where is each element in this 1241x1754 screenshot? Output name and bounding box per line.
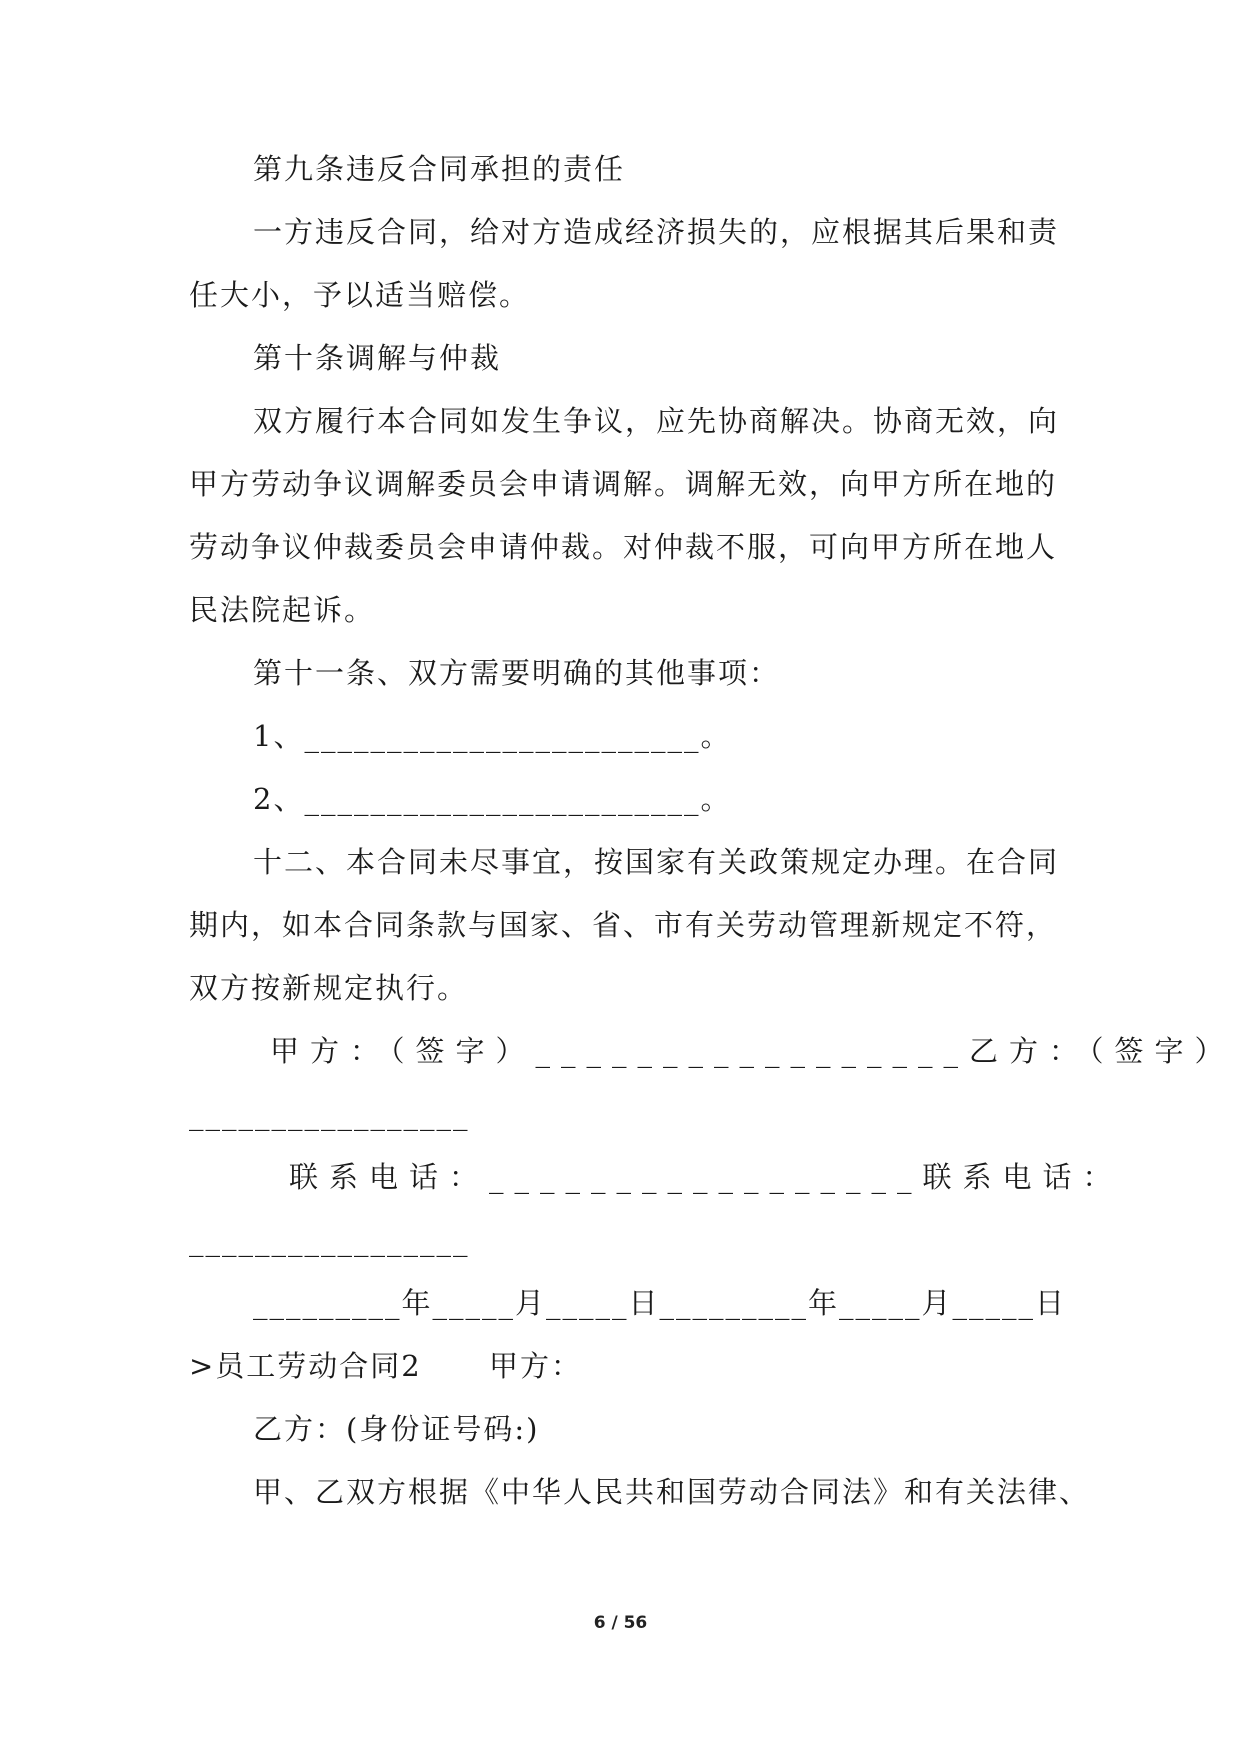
page-number: 6 / 56 (593, 1613, 648, 1633)
paragraph-line: 双方按新规定执行。 (189, 971, 469, 1005)
date-line: _________年_____月_____日_________年_____月_____日 (253, 1286, 1067, 1320)
article-9-heading: 第九条违反合同承担的责任 (253, 152, 626, 186)
phone-line: 联系电话：_________________联系电话： (289, 1160, 1123, 1194)
paragraph-line: 劳动争议仲裁委员会申请仲裁。对仲裁不服，可向甲方所在地人 (189, 530, 1058, 564)
signature-line: 甲方：（签字）_________________乙方：（签字） (270, 1034, 1235, 1068)
blank-item-2: 2、________________________。 (253, 782, 732, 816)
paragraph-line: 一方违反合同，给对方造成经济损失的，应根据其后果和责 (253, 215, 1060, 249)
paragraph-line: 甲、乙双方根据《中华人民共和国劳动合同法》和有关法律、 (253, 1475, 1091, 1509)
party-b-line: 乙方：(身份证号码:) (253, 1412, 540, 1446)
article-11-heading: 第十一条、双方需要明确的其他事项： (253, 656, 781, 690)
paragraph-line: 甲方劳动争议调解委员会申请调解。调解无效，向甲方所在地的 (189, 467, 1058, 501)
paragraph-line: 期内，如本合同条款与国家、省、市有关劳动管理新规定不符， (189, 908, 1058, 942)
paragraph-line: 任大小，予以适当赔偿。 (189, 278, 531, 312)
paragraph-line: 双方履行本合同如发生争议，应先协商解决。协商无效，向 (253, 404, 1060, 438)
contract-2-heading: >员工劳动合同2 甲方： (189, 1349, 583, 1383)
article-10-heading: 第十条调解与仲裁 (253, 341, 502, 375)
phone-blank: _________________ (189, 1223, 470, 1257)
blank-item-1: 1、________________________。 (253, 719, 732, 753)
paragraph-line: 民法院起诉。 (189, 593, 376, 627)
signature-blank: _________________ (189, 1097, 470, 1131)
paragraph-line: 十二、本合同未尽事宜，按国家有关政策规定办理。在合同 (253, 845, 1060, 879)
